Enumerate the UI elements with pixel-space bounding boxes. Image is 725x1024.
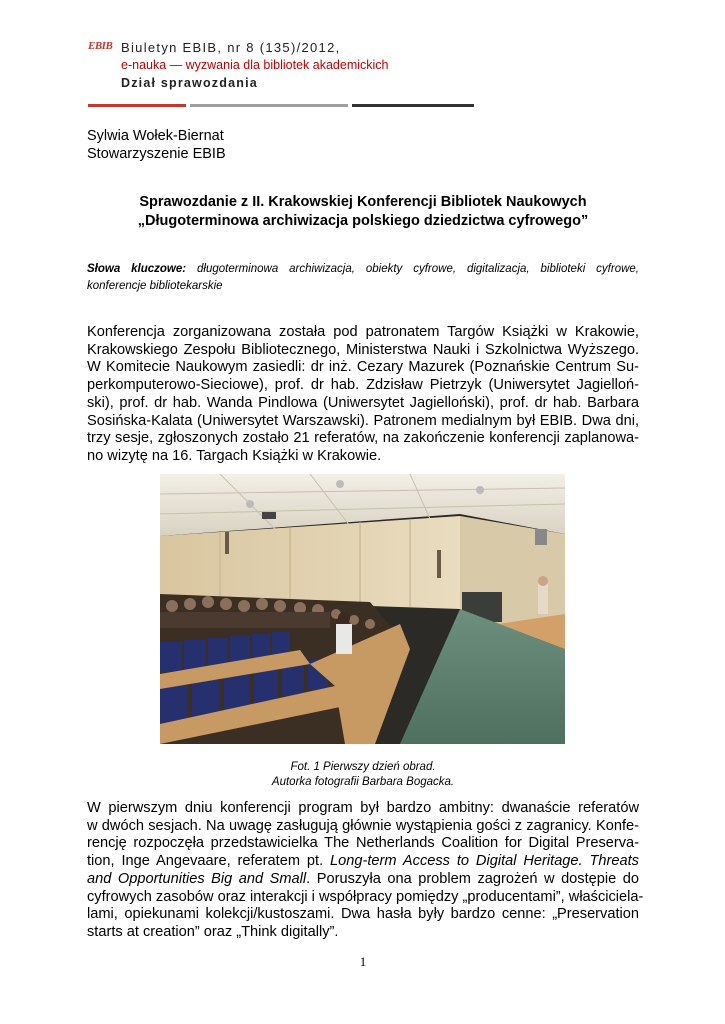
text-line: W Komitecie Naukowym zasiedli: dr inż. Cezary Mazurek (Poznańskie Centrum Su- xyxy=(87,359,639,376)
text-line: ski), prof. dr hab. Wanda Pindlowa (Uniwersytet Jagielloński), prof. dr hab. Barbara xyxy=(87,394,639,411)
caption-credit: Autorka fotografii Barbara Bogacka. xyxy=(271,776,455,788)
text-line: cyfrowych zasobów oraz interakcji i współpracy pomiędzy „producentami”, właściciela- xyxy=(87,888,644,905)
text-line: no wizytę na 16. Targach Książki w Krakowie. xyxy=(87,447,382,464)
text-line: Sosińska-Kalata (Uniwersytet Warszawski). Patronem medialnym był EBIB. Dwa dni, xyxy=(87,412,639,429)
keywords xyxy=(87,261,639,295)
text-line: perkomputerowo-Sieciowe), prof. dr hab. Zdzisław Pietrzyk (Uniwersytet Jagielloń- xyxy=(87,377,639,394)
author-name: Sylwia Wołek-Biernat xyxy=(87,128,224,144)
text-segment: tion, Inge Angevaare, referatem pt. xyxy=(87,853,324,870)
conference-title: „Długoterminowa archiwizacja polskiego dziedzictwa cyfrowego” xyxy=(137,213,589,229)
text-line: starts at creation” oraz „Think digitally”. xyxy=(87,923,339,940)
caption-line: Fot. 1 Pierwszy dzień obrad. xyxy=(290,761,436,773)
paragraph-first-day xyxy=(87,800,644,942)
paragraph-intro xyxy=(87,324,639,466)
keywords-label: Słowa kluczowe: xyxy=(87,263,187,275)
header-rule-red xyxy=(88,104,186,107)
text-line: trzy sesje, zgłoszonych zostało 21 referatów, na zakończenie konferencji zaplanowa- xyxy=(87,430,639,447)
text-segment: . Poruszyła ona problem zagrożeń w dostępie do xyxy=(306,870,639,887)
author-affiliation: Stowarzyszenie EBIB xyxy=(87,146,226,162)
issue-theme: e-nauka — wyzwania dla bibliotek akademickich xyxy=(121,58,389,72)
text-line xyxy=(87,853,639,871)
text-line: W pierwszym dniu konferencji program był bardzo ambitny: dwanaście referatów xyxy=(87,800,639,816)
photo-caption xyxy=(87,760,639,790)
talk-title: Long-term Access to Digital Heritage. Threats xyxy=(330,853,639,870)
text-line: w dwóch sesjach. Na uwagę zasługują głównie wystąpienia gości z zagranicy. Konfe- xyxy=(87,817,639,834)
report-title: Sprawozdanie z II. Krakowskiej Konferencji Bibliotek Naukowych xyxy=(139,194,587,210)
ebib-logo: EBIB xyxy=(88,40,113,52)
header-rule-dark xyxy=(352,104,474,107)
text-line: Krakowskiego Zespołu Bibliotecznego, Ministerstwa Nauki i Szkolnictwa Wyższego. xyxy=(87,341,639,358)
bulletin-issue: Biuletyn EBIB, nr 8 (135)/2012, xyxy=(121,40,341,55)
header-rule-gray xyxy=(190,104,348,107)
talk-title: and Opportunities Big and Small xyxy=(87,870,307,887)
text-line: Konferencja zorganizowana została pod patronatem Targów Książki w Krakowie, xyxy=(87,324,639,340)
text-line: lami, opiekunami kolekcji/kustoszami. Dwa hasła były bardzo cenne: „Preservation xyxy=(87,906,639,923)
section-name: Dział sprawozdania xyxy=(121,76,258,90)
text-line xyxy=(87,871,639,889)
conference-hall-photo xyxy=(160,474,565,744)
keywords-text: długoterminowa archiwizacja, obiekty cyfrowe, digitalizacja, biblioteki cyfrowe, konferencje bibliotekarskie xyxy=(87,263,639,292)
page-number: 1 xyxy=(359,954,367,969)
text-line: rencję rozpoczęła przedstawicielka The Netherlands Coalition for Digital Preserva- xyxy=(87,835,639,852)
